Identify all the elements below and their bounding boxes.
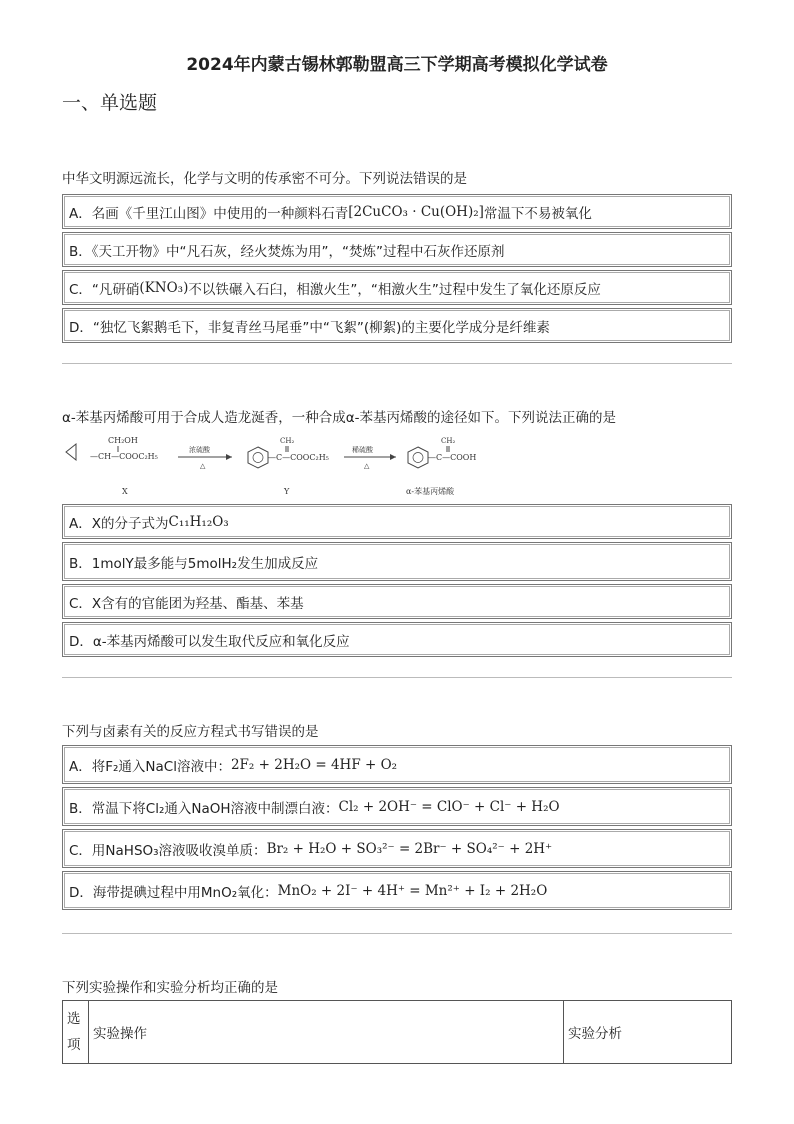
question-2-options bbox=[62, 504, 732, 660]
option-2a-text: A．X的分子式为 bbox=[69, 515, 169, 532]
experiment-table bbox=[62, 1000, 732, 1064]
option-3b-equation: Cl₂ + 2OH⁻ = ClO⁻ + Cl⁻ + H₂O bbox=[338, 798, 560, 815]
x-top-group: CH₂OH bbox=[108, 436, 138, 445]
reagent-1: 浓硫酸 bbox=[189, 446, 210, 454]
option-1c-text-end: 不以铁碾入石臼，相激火生”，“相激火生”过程中发生了氧化还原反应 bbox=[188, 281, 601, 298]
option-3d-text: D．海带提碘过程中用MnO₂氧化： bbox=[69, 884, 278, 901]
y-top-group: CH₂ bbox=[280, 437, 295, 445]
option-1a-text-end: 常温下不易被氧化 bbox=[483, 205, 592, 222]
x-benzene-fragment bbox=[66, 444, 76, 460]
y-chain: —C—COOC₂H₅ bbox=[268, 453, 329, 462]
option-2c-text: C．X含有的官能团为羟基、酯基、苯基 bbox=[69, 595, 304, 612]
page-title: 2024年内蒙古锡林郭勒盟高三下学期高考模拟化学试卷 bbox=[186, 55, 608, 75]
option-1a[interactable] bbox=[62, 194, 732, 229]
option-2d[interactable] bbox=[62, 622, 732, 657]
label-product: α-苯基丙烯酸 bbox=[406, 487, 455, 496]
reagent-2: 稀硫酸 bbox=[352, 446, 373, 454]
option-3b[interactable] bbox=[62, 787, 732, 826]
divider bbox=[62, 677, 732, 678]
option-3a-equation: 2F₂ + 2H₂O = 4HF + O₂ bbox=[230, 756, 398, 773]
question-1-stem: 中华文明源远流长，化学与文明的传承密不可分。下列说法错误的是 bbox=[62, 171, 467, 187]
option-2b[interactable] bbox=[62, 542, 732, 581]
option-3b-text: B．常温下将Cl₂通入NaOH溶液中制漂白液： bbox=[69, 800, 339, 817]
option-3d[interactable] bbox=[62, 871, 732, 910]
question-1-options bbox=[62, 194, 732, 346]
label-x: X bbox=[122, 487, 128, 496]
option-1b-text: B．《天工开物》中“凡石灰，经火焚炼为用”，“焚炼”过程中石灰作还原剂 bbox=[69, 243, 505, 260]
option-2a[interactable] bbox=[62, 504, 732, 539]
option-1b[interactable] bbox=[62, 232, 732, 267]
option-3a[interactable] bbox=[62, 745, 732, 784]
option-2c[interactable] bbox=[62, 584, 732, 619]
option-1d[interactable] bbox=[62, 308, 732, 343]
question-3-stem: 下列与卤素有关的反应方程式书写错误的是 bbox=[62, 724, 319, 740]
option-2b-text: B．1molY最多能与5molH₂发生加成反应 bbox=[69, 555, 319, 572]
divider bbox=[62, 363, 732, 364]
divider bbox=[62, 933, 732, 934]
product-top-group: CH₂ bbox=[441, 437, 456, 445]
label-y: Y bbox=[284, 487, 290, 496]
product-chain: —C—COOH bbox=[428, 453, 477, 462]
product-ring-circle bbox=[413, 453, 423, 463]
table-header-row bbox=[63, 1001, 732, 1064]
option-2a-formula: C₁₁H₁₂O₃ bbox=[168, 513, 229, 530]
y-ring-circle bbox=[253, 453, 263, 463]
product-benzene-ring bbox=[408, 447, 428, 468]
reaction-scheme bbox=[62, 430, 502, 500]
question-2-stem: α-苯基丙烯酸可用于合成人造龙涎香，一种合成α-苯基丙烯酸的途径如下。下列说法正确的是 bbox=[62, 410, 617, 426]
col-header-option: 选项 bbox=[63, 1001, 89, 1064]
question-3-options bbox=[62, 745, 732, 913]
condition-1: △ bbox=[200, 462, 206, 470]
option-1a-formula: [2CuCO₃ · Cu(OH)₂] bbox=[348, 203, 484, 220]
arrow-1-head bbox=[226, 454, 232, 460]
option-3c-equation: Br₂ + H₂O + SO₃²⁻ = 2Br⁻ + SO₄²⁻ + 2H⁺ bbox=[266, 840, 553, 857]
option-3d-equation: MnO₂ + 2I⁻ + 4H⁺ = Mn²⁺ + I₂ + 2H₂O bbox=[277, 882, 548, 899]
option-3a-text: A．将F₂通入NaCl溶液中： bbox=[69, 758, 231, 775]
option-1d-text: D．“独忆飞絮鹅毛下，非复青丝马尾垂”中“飞絮”(柳絮)的主要化学成分是纤维素 bbox=[69, 319, 550, 336]
question-4-stem: 下列实验操作和实验分析均正确的是 bbox=[62, 980, 278, 996]
arrow-2-head bbox=[390, 454, 396, 460]
section-heading: 一、单选题 bbox=[62, 92, 158, 114]
option-1c-formula: (KNO₃) bbox=[139, 279, 189, 296]
option-1a-text: A．名画《千里江山图》中使用的一种颜料石青 bbox=[69, 205, 349, 222]
condition-2: △ bbox=[364, 462, 370, 470]
y-benzene-ring bbox=[248, 447, 268, 468]
option-2d-text: D．α-苯基丙烯酸可以发生取代反应和氧化反应 bbox=[69, 633, 350, 650]
option-1c-text: C．“凡研硝 bbox=[69, 281, 140, 298]
col-header-analysis: 实验分析 bbox=[564, 1001, 732, 1064]
option-1c[interactable] bbox=[62, 270, 732, 305]
option-3c[interactable] bbox=[62, 829, 732, 868]
x-chain: —CH—COOC₂H₅ bbox=[90, 452, 158, 461]
option-3c-text: C．用NaHSO₃溶液吸收溴单质： bbox=[69, 842, 267, 859]
col-header-operation: 实验操作 bbox=[89, 1001, 564, 1064]
